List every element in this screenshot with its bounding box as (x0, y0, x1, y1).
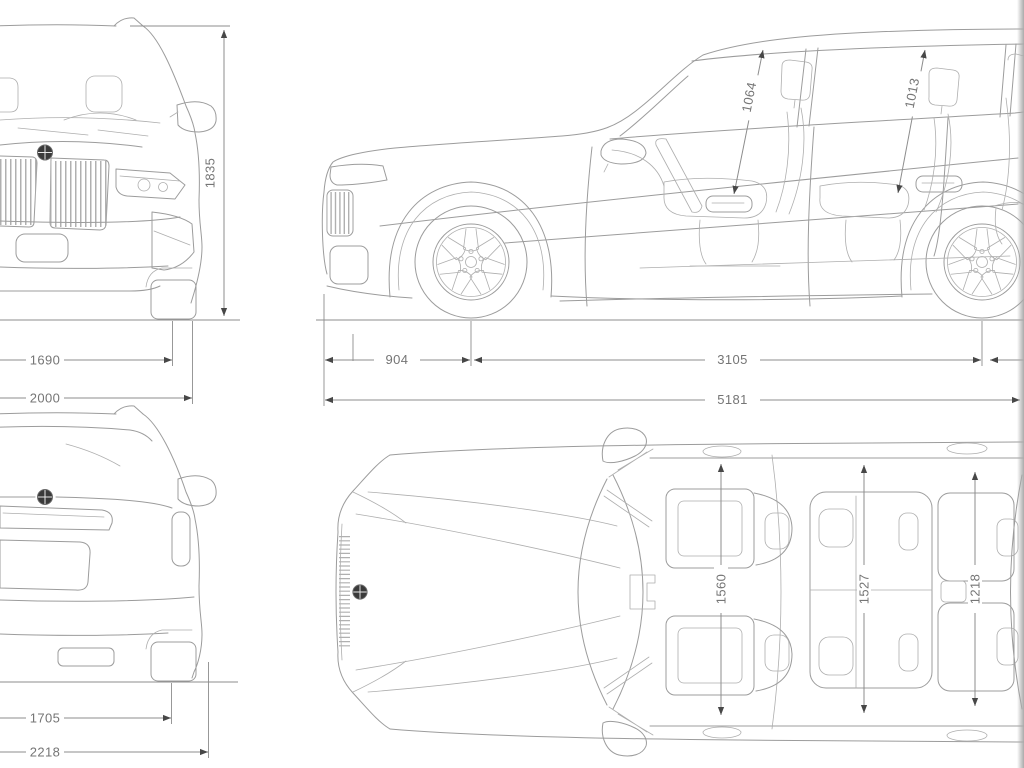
rear-seat-cushion (820, 182, 909, 218)
headrest (765, 635, 789, 671)
rear-wiper (66, 444, 120, 466)
roof-panel-line (772, 455, 781, 729)
windshield-base (578, 479, 607, 705)
dim-front-overhang (324, 294, 982, 406)
tire (151, 280, 196, 319)
headlight (330, 164, 387, 185)
door-handle (916, 176, 962, 192)
roof-rail-mount (947, 730, 987, 741)
dimension-label: 1064 (738, 80, 760, 114)
wipers (604, 490, 652, 694)
c-pillar (1000, 44, 1016, 117)
headrest (765, 513, 789, 549)
headrest (819, 509, 853, 547)
right-edge-fade (1017, 0, 1024, 768)
dimension-label: 1705 (29, 710, 61, 726)
dimension-label: 904 (385, 352, 409, 367)
roof-antenna-fin (114, 406, 143, 414)
dim-front-headroom (734, 50, 763, 194)
dim-rear-track (0, 683, 172, 726)
dim-overall-length (325, 392, 1020, 407)
dimension-label: 3105 (717, 352, 748, 367)
rear-view (0, 406, 238, 760)
dimension-label: 1013 (901, 76, 923, 110)
front-door-seam (585, 147, 592, 306)
front-view (0, 18, 240, 406)
door-handle (706, 196, 752, 212)
bumper-step (58, 648, 114, 666)
dimension-line (734, 50, 763, 194)
bmw-roundel-icon (38, 490, 53, 505)
dim-rear-headroom (898, 50, 925, 193)
headlight (116, 169, 185, 199)
side-mirror (177, 102, 216, 132)
side-mirror (178, 476, 216, 506)
dim-third-row-shoulder-width (968, 472, 983, 706)
headrest (819, 637, 853, 675)
license-plate-recess (16, 234, 68, 262)
front-wheel (415, 206, 527, 318)
dimension-label: 1527 (856, 573, 872, 605)
bmw-roundel-icon (38, 145, 53, 160)
air-intake (330, 246, 368, 284)
dim-front-track (0, 321, 173, 368)
dimension-label: 2218 (29, 744, 61, 760)
roof-rail (692, 44, 1024, 61)
windshield-top (613, 475, 643, 709)
roof-rail-mount (703, 727, 741, 738)
front-seat-headrest (781, 60, 812, 108)
beltline (610, 112, 1024, 139)
b-pillar (797, 48, 818, 127)
third-row-seat (938, 603, 1014, 691)
roof-rail-mount (703, 446, 741, 457)
dimension-label: 1690 (29, 352, 61, 368)
spoiler (0, 426, 152, 441)
headrest (997, 519, 1018, 556)
rear-view-drawing (0, 406, 238, 682)
roof-antenna-fin (114, 18, 143, 26)
a-pillar-lines (609, 449, 653, 735)
dimension-label: 1835 (202, 157, 218, 189)
taillight (172, 512, 190, 566)
a-pillar (620, 76, 688, 136)
tailgate-recess (0, 540, 90, 590)
dimension-label: 1218 (967, 573, 983, 605)
headrest (997, 628, 1018, 665)
bmw-roundel-icon (353, 585, 367, 599)
top-view-drawing (336, 428, 1024, 756)
rear-seat-headrest (929, 68, 959, 114)
dim-second-row-shoulder-width (857, 465, 872, 713)
top-view (336, 428, 1024, 756)
taillight (0, 506, 112, 530)
nose (336, 532, 338, 652)
side-view (316, 29, 1024, 407)
dimension-label: 1560 (713, 573, 729, 605)
tire (151, 642, 196, 681)
dimension-label: 2000 (29, 390, 61, 406)
hood-lines (356, 514, 620, 670)
front-seatback (776, 108, 804, 214)
seatbelt (656, 139, 702, 213)
dimension-label: 5181 (717, 392, 748, 407)
roof-rail-mount (947, 443, 987, 454)
headrest (86, 76, 122, 112)
steering-wheel (64, 113, 136, 120)
wipers (18, 128, 148, 136)
dim-front-shoulder-width (714, 464, 729, 715)
rear-door-seam (808, 127, 814, 306)
air-intake (152, 212, 194, 270)
headrest (0, 78, 18, 112)
dim-wheelbase (474, 352, 1024, 367)
